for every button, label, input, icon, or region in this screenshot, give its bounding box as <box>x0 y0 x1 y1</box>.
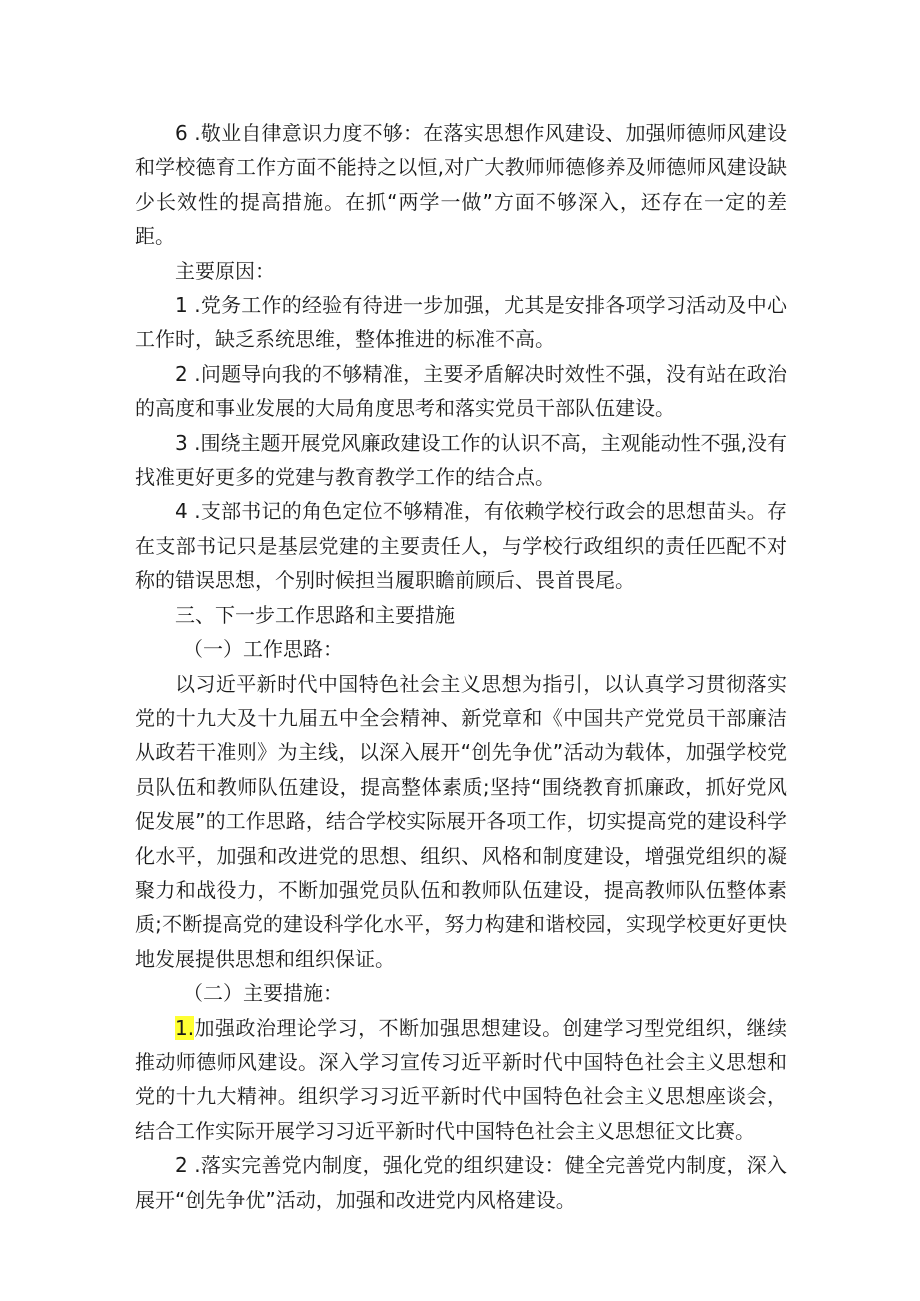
highlighted-number: 1. <box>175 1015 195 1040</box>
cause-item-4: 4 .支部书记的角色定位不够精准，有依赖学校行政会的思想苗头。存在支部书记只是基层党建的主要责任人，与学校行政组织的责任匹配不对称的错误思想，个别时候担当履职瞻前顾后、畏首畏尾。 <box>135 499 787 593</box>
paragraph-item-6: 6 .敬业自律意识力度不够：在落实思想作风建设、加强师德师风建设和学校德育工作方面不能持之以恒,对广大教师师德修养及师德师风建设缺少长效性的提高措施。在抓“两学一做”方面不够深入，还存在一定的差距。 <box>135 121 787 249</box>
cause-item-3: 3 .围绕主题开展党风廉政建设工作的认识不高，主观能动性不强,没有找准更好更多的党建与教育教学工作的结合点。 <box>135 430 787 490</box>
cause-item-2: 2 .问题导向我的不够精准，主要矛盾解决时效性不强，没有站在政治的高度和事业发展的大局角度思考和落实党员干部队伍建设。 <box>135 361 787 421</box>
document-body <box>135 116 787 1217</box>
section-heading-next-steps: 三、下一步工作思路和主要措施 <box>175 602 455 627</box>
main-causes-heading: 主要原因： <box>175 258 275 283</box>
work-approach-paragraph: 以习近平新时代中国特色社会主义思想为指引，以认真学习贯彻落实党的十九大及十九届五中全会精神、新党章和《中国共产党党员干部廉洁从政若干准则》为主线，以深入展开“创先争优”活动为载体，加强学校党员队伍和教师队伍建设，提高整体素质;坚持“围绕教育抓廉政，抓好党风促发展”的工作思路，结合学校实际展开各项工作，切实提高党的建设科学化水平，加强和改进党的思想、组织、风格和制度建设，增强党组织的凝聚力和战役力，不断加强党员队伍和教师队伍建设，提高教师队伍整体素质;不断提高党的建设科学化水平，努力构建和谐校园，实现学校更好更快地发展提供思想和组织保证。 <box>135 671 787 971</box>
measure-item-1-text: 加强政治理论学习，不断加强思想建设。创建学习型党组织，继续推动师德师风建设。深入学习宣传习近平新时代中国特色社会主义思想和党的十九大精神。组织学习习近平新时代中国特色社会主义思想座谈会，结合工作实际开展学习习近平新时代中国特色社会主义思想征文比赛。 <box>135 1015 787 1143</box>
subheading-work-approach: （一）工作思路： <box>183 637 343 662</box>
measure-item-2: 2 .落实完善党内制度，强化党的组织建设：健全完善党内制度，深入展开“创先争优”活动，加强和改进党内风格建设。 <box>135 1153 787 1212</box>
measure-item-1 <box>135 1011 787 1149</box>
subheading-main-measures: （二）主要措施： <box>183 981 343 1006</box>
cause-item-1: 1 .党务工作的经验有待进一步加强，尤其是安排各项学习活动及中心工作时，缺乏系统思维，整体推进的标准不高。 <box>135 293 787 352</box>
